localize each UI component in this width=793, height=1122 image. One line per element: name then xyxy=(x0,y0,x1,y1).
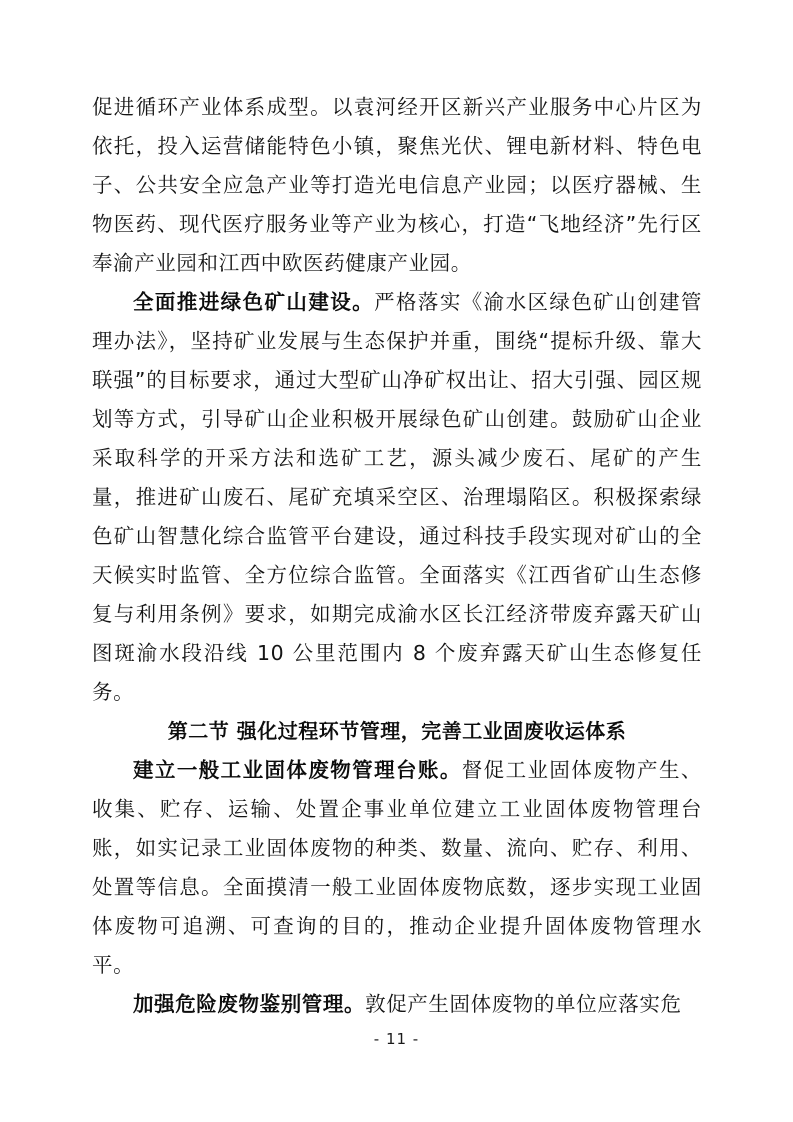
section-heading: 第二节 强化过程环节管理，完善工业固废收运体系 xyxy=(167,719,627,743)
page-number: - 11 - xyxy=(373,1030,420,1048)
paragraph-3-lead: 建立一般工业固体废物管理台账。 xyxy=(133,758,462,782)
paragraph-2-text: 严格落实《渝水区绿色矿山创建管理办法》，坚持矿业发展与生态保护并重，围绕“提标升级、靠大联强”的目标要求，通过大型矿山净矿权出让、招大引强、园区规划等方式，引导矿山企业积极开展绿色矿山创建。鼓励矿山企业采取科学的开采方法和选矿工艺，源头减少废石、尾矿的产生量，推进矿山废石、尾矿充填采空区、治理塌陷区。积极探索绿色矿山智慧化综合监管平台建设，通过科技手段实现对矿山的全天候实时监管、全方位综合监管。全面落实《江西省矿山生态修复与利用条例》要求，如期完成渝水区长江经济带废弃露天矿山图斑渝水段沿线 10 公里范围内 8 个废弃露天矿山生态修复任务。 xyxy=(92,290,702,704)
paragraph-4-lead: 加强危险废物鉴别管理。 xyxy=(133,992,366,1016)
paragraph-3 xyxy=(92,751,702,985)
paragraph-2 xyxy=(92,283,702,712)
paragraph-1: 促进循环产业体系成型。以袁河经开区新兴产业服务中心片区为依托，投入运营储能特色小镇，聚焦光伏、锂电新材料、特色电子、公共安全应急产业等打造光电信息产业园；以医疗器械、生物医药、现代医疗服务业等产业为核心，打造“飞地经济”先行区奉渝产业园和江西中欧医药健康产业园。 xyxy=(92,95,702,275)
paragraph-4 xyxy=(92,985,702,1024)
page-body xyxy=(92,88,702,1024)
paragraph-4-text: 敦促产生固体废物的单位应落实危 xyxy=(365,992,682,1016)
paragraph-2-lead: 全面推进绿色矿山建设。 xyxy=(133,290,375,314)
paragraph-3-text: 督促工业固体废物产生、收集、贮存、运输、处置企事业单位建立工业固体废物管理台账，如实记录工业固体废物的种类、数量、流向、贮存、利用、处置等信息。全面摸清一般工业固体废物底数，逐步实现工业固体废物可追溯、可查询的目的，推动企业提升固体废物管理水平。 xyxy=(92,758,702,977)
